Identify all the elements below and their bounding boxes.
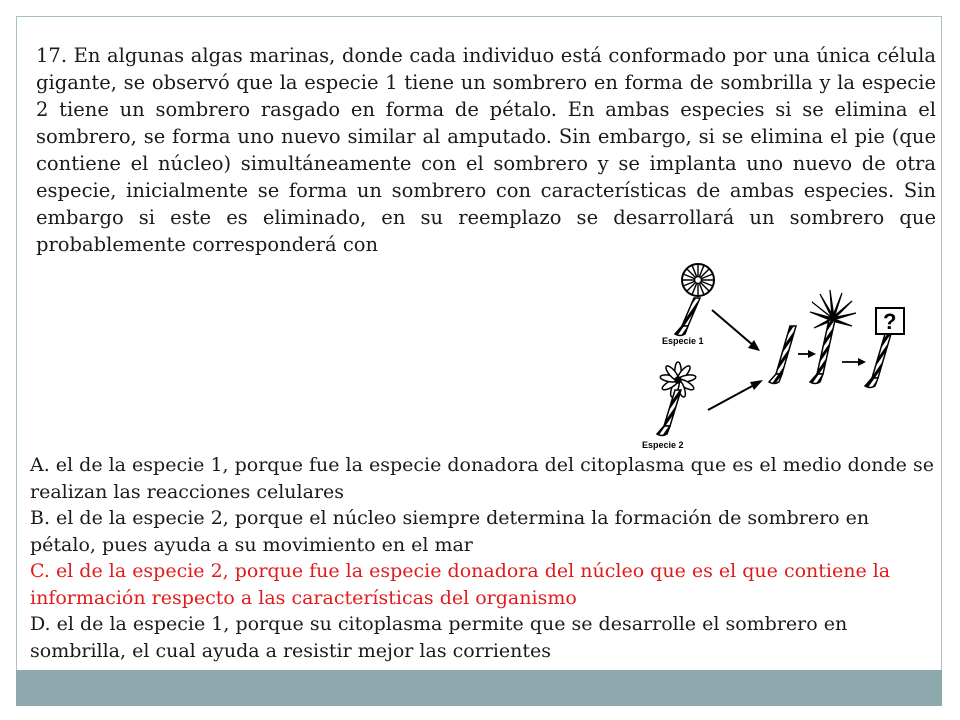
stalk-no-cap-icon [769,326,796,384]
option-d: D. el de la especie 1, porque su citoplasma permite que se desarrolle el sombrero en sombrilla, el cual ayuda a resistir mejor las corrientes [30,613,848,662]
answer-options [30,452,935,664]
bottom-bar [16,670,942,706]
option-a: A. el de la especie 1, porque fue la especie donadora del citoplasma que es el medio donde se realizan las reacciones celulares [30,454,934,503]
acetabularia-diagram [630,262,930,457]
arrow-to-hybrid-icon [798,350,816,358]
hybrid-alga-icon [810,290,856,384]
question-text: 17. En algunas algas marinas, donde cada individuo está conformado por una única célula gigante, se observó que la especie 1 tiene un sombrero en forma de sombrilla y la especie 2 tiene un sombrero rasgado en forma de pétalo. En ambas especies si se elimina el sombrero, se forma uno nuevo similar al amputado. Sin embargo, si se elimina el pie (que contiene el núcleo) simultáneamente con el sombrero y se implanta uno nuevo de otra especie, inicialmente se forma un sombrero con características de ambas especies. Sin embargo si este es eliminado, en su reemplazo se desarrollará un sombrero que probablemente corresponderá con [36,44,936,256]
option-c-correct: C. el de la especie 2, porque fue la especie donadora del núcleo que es el que contiene la información respecto a las características del organismo [30,560,891,609]
species-2-label: Especie 2 [642,440,684,450]
species-1-alga-icon [675,264,714,336]
arrow-to-unknown-icon [842,358,866,366]
species-2-alga-icon [657,362,696,436]
unknown-mark: ? [883,309,897,334]
species-1-label: Especie 1 [662,336,704,346]
unknown-result-icon [865,308,904,388]
arrow-species-2-icon [708,380,763,410]
option-b: B. el de la especie 2, porque el núcleo siempre determina la formación de sombrero en pétalo, pues ayuda a su movimiento en el mar [30,507,870,556]
arrow-species-1-icon [712,310,760,351]
